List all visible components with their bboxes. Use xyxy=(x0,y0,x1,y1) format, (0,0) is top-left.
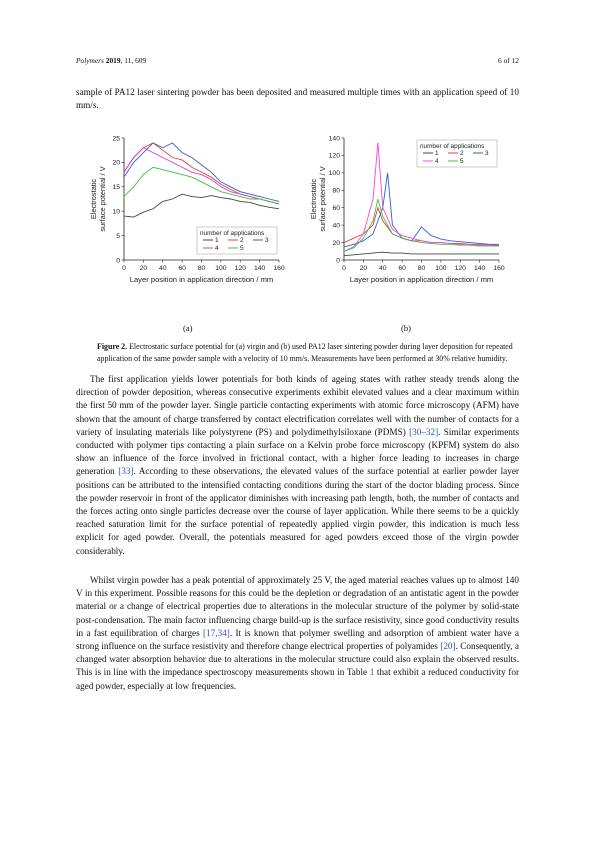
x-tick-label: 100 xyxy=(215,265,227,272)
journal-name: Polymers xyxy=(76,56,104,65)
legend-entry: 2 xyxy=(460,150,464,157)
legend-entry: 3 xyxy=(265,237,269,244)
caption-text: Electrostatic surface potential for (a) virgin and (b) used PA12 laser sintering powder during layer deposition for repeated application of the same powder sample with a velocity of 10 mm/s. Measurements have been performed at 30% relative humidity. xyxy=(97,342,513,363)
x-axis-label: Layer position in application direction / mm xyxy=(129,275,274,284)
y-tick-label: 0 xyxy=(116,257,120,265)
citation-link[interactable]: [17,34] xyxy=(203,627,230,638)
journal-citation xyxy=(76,56,146,65)
figure-label-b: (b) xyxy=(401,323,412,333)
y-tick-label: 0 xyxy=(336,257,340,265)
x-tick-label: 80 xyxy=(197,265,206,272)
citation-link[interactable]: 1 xyxy=(369,667,375,678)
paragraph-text: that exhibit a reduced conductivity for aged powder, especially at low frequencies. xyxy=(76,667,520,691)
figure-2a xyxy=(84,132,294,292)
x-tick-label: 60 xyxy=(398,265,406,272)
figure-caption xyxy=(97,341,517,365)
legend-entry: 4 xyxy=(435,158,439,165)
paragraph-text: The first application yields lower potentials for both kinds of ageing states with rather steady trends along the direction of powder deposition, whereas consecutive experiments exhibit elevated values and a clear maximum within the first 50 mm of the powder layer. Single particle contacting experiments with atomic force microscopy (AFM) have shown that the amount of charge transferred by contact electrification correlates well with the number of contacts for a variety of insulating materials like polystyrene (PS) and polydimethylsiloxane (PDMS) xyxy=(76,374,519,437)
paragraph-text: . According to these observations, the elevated values of the surface potential at earlier powder layer positions can be attributed to the intensified contacting conditions during the start of the doctor blading process. Since the powder reservoir in front of the applicator diminishes with increasing path length, both, the number of contacts and the forces acting onto single particles decrease over the course of layer application. While there seems to be a quickly reached saturation limit for the surface potential of repeatedly applied virgin powder, this indication is much less explicit for aged powder. Overall, the potentials measured for aged powders exceed those of the virgin powder considerably. xyxy=(76,466,519,556)
legend-title: number of applications xyxy=(200,230,265,237)
intro-paragraph: sample of PA12 laser sintering powder has been deposited and measured multiple times with an application speed of 10 mm/s. xyxy=(76,87,519,111)
legend-title: number of applications xyxy=(420,143,485,150)
y-tick-label: 120 xyxy=(328,152,340,160)
citation-link[interactable]: [33] xyxy=(118,466,134,477)
x-tick-label: 20 xyxy=(359,265,368,272)
chart-b xyxy=(304,132,514,292)
x-tick-label: 140 xyxy=(253,265,266,272)
y-tick-label: 20 xyxy=(332,239,340,247)
paragraph-text: . Similar experiments conducted with polymer tips contacting a plain surface on a Kelvin probe force microscopy (KPFM) system do also show an influence of the force involved in frictional contact, with a higher force leading to increases in charge generation xyxy=(76,426,520,477)
page-number: 6 of 12 xyxy=(498,56,519,65)
x-tick-label: 20 xyxy=(139,265,148,272)
x-tick-label: 60 xyxy=(178,265,186,272)
paragraph-text: Whilst virgin powder has a peak potential of approximately 25 V, the aged material reaches values up to almost 140 V in this experiment. Possible reasons for this could be the depletion or degradation of an antistatic agent in the powder material or a change of electrical properties due to alterations in the molecular structure of the polymer by solid-state post-condensation. The main factor influencing charge build-up is the surface resistivity, since good conductivity results in a fast equilibration of charges xyxy=(76,575,519,638)
journal-year: 2019 xyxy=(105,56,121,65)
legend-entry: 4 xyxy=(215,245,219,252)
x-axis-label: Layer position in application direction / mm xyxy=(349,275,494,284)
legend-entry: 5 xyxy=(460,158,464,165)
body-paragraph-1 xyxy=(76,373,519,558)
page-header xyxy=(76,56,519,68)
x-tick-label: 120 xyxy=(454,265,466,272)
x-tick-label: 40 xyxy=(158,265,167,272)
y-tick-label: 60 xyxy=(332,205,340,213)
series-line-3 xyxy=(344,173,499,247)
y-tick-label: 100 xyxy=(328,170,340,178)
y-tick-label: 15 xyxy=(112,184,120,192)
y-tick-label: 5 xyxy=(116,232,120,240)
x-tick-label: 160 xyxy=(273,265,285,272)
chart-a xyxy=(84,132,294,292)
y-axis-label-line2: surface potential / V xyxy=(98,166,107,232)
x-tick-label: 80 xyxy=(417,265,426,272)
paragraph-text: . Consequently, a changed water absorption behavior due to alterations in the molecular structure could also explain the observed results. This is in line with the impedance spectroscopy measurements shown in Table xyxy=(76,641,519,678)
x-tick-label: 120 xyxy=(234,265,246,272)
journal-volume: , 11, 609 xyxy=(120,56,147,65)
y-axis-label-line2: surface potential / V xyxy=(318,166,327,232)
y-tick-label: 40 xyxy=(332,222,340,230)
x-tick-label: 40 xyxy=(378,265,387,272)
legend-entry: 5 xyxy=(240,245,244,252)
y-axis-label: Electrostatic xyxy=(89,178,98,220)
figure-label-a: (a) xyxy=(183,323,193,333)
y-axis-label: Electrostatic xyxy=(309,178,318,220)
legend-entry: 2 xyxy=(240,237,244,244)
x-tick-label: 100 xyxy=(435,265,447,272)
legend-entry: 1 xyxy=(435,150,439,157)
y-tick-label: 80 xyxy=(332,187,340,195)
legend-entry: 3 xyxy=(485,150,489,157)
x-tick-label: 140 xyxy=(473,265,486,272)
series-line-1 xyxy=(344,252,499,255)
legend-entry: 1 xyxy=(215,237,219,244)
x-tick-label: 0 xyxy=(122,265,126,272)
x-tick-label: 0 xyxy=(342,265,346,272)
x-tick-label: 160 xyxy=(493,265,505,272)
paragraph-text: . It is known that polymer swelling and adsorption of ambient water have a strong influence on the surface resistivity and therefore change electrical properties of polyamides xyxy=(76,627,520,652)
caption-prefix: Figure 2. xyxy=(97,342,128,351)
citation-link[interactable]: [20] xyxy=(440,641,456,652)
y-tick-label: 10 xyxy=(112,208,120,216)
figure-2b xyxy=(304,132,514,292)
citation-link[interactable]: [30–32] xyxy=(409,426,439,437)
y-tick-label: 20 xyxy=(112,159,120,167)
y-tick-label: 25 xyxy=(112,135,120,143)
y-tick-label: 140 xyxy=(328,135,340,143)
body-paragraph-2 xyxy=(76,574,519,693)
series-line-2 xyxy=(124,143,279,204)
